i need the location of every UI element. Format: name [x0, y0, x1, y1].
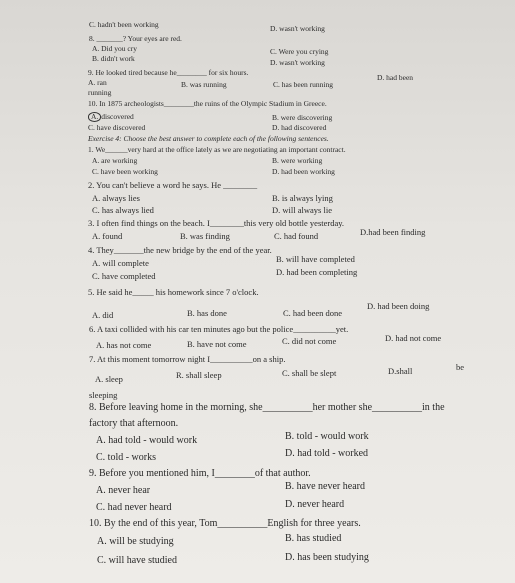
e6-stem: 6. A taxi collided with his car ten minutes ago but the police__________yet.: [89, 324, 349, 334]
q10a-option-c[interactable]: C. have discovered: [88, 123, 146, 132]
e9-option-a[interactable]: A. never hear: [96, 485, 151, 496]
e2-option-a[interactable]: A. always lies: [92, 193, 140, 203]
e10-option-a[interactable]: A. will be studying: [97, 536, 174, 547]
e8-stem: 8. Before leaving home in the morning, she__________her mother she__________in the: [89, 402, 445, 413]
e7-option-a[interactable]: A. sleep: [95, 374, 123, 384]
q8a-option-c[interactable]: C. Were you crying: [270, 47, 329, 56]
e8-option-b[interactable]: B. told - would work: [285, 431, 369, 442]
prev-option-d: D. wasn't working: [270, 24, 325, 33]
e3-option-c[interactable]: C. had found: [274, 231, 319, 241]
q10a-option-b[interactable]: B. were discovering: [272, 113, 333, 122]
e9-stem: 9. Before you mentioned him, I________of that author.: [89, 468, 311, 479]
e1-option-d[interactable]: D. had been working: [272, 167, 335, 176]
e8-stem-cont: factory that afternoon.: [89, 418, 179, 429]
e2-option-b[interactable]: B. is always lying: [272, 193, 333, 203]
q10a-option-d[interactable]: D. had discovered: [272, 123, 327, 132]
e4-option-d[interactable]: D. had been completing: [276, 267, 358, 277]
e6-option-b[interactable]: B. have not come: [187, 339, 247, 349]
e3-option-b[interactable]: B. was finding: [180, 231, 230, 241]
e7-option-d[interactable]: D.shall: [388, 366, 413, 376]
e1-option-b[interactable]: B. were working: [272, 156, 323, 165]
e1-stem: 1. We______very hard at the office lately as we are negotiating an important contract.: [88, 145, 346, 154]
e1-option-a[interactable]: A. are working: [92, 156, 138, 165]
e5-option-a[interactable]: A. did: [92, 310, 114, 320]
e7-option-d-cont: be: [456, 362, 465, 372]
e5-stem: 5. He said he_____ his homework since 7 o'clock.: [88, 287, 259, 297]
q9a-stem: 9. He looked tired because he________ for six hours.: [88, 68, 249, 77]
e9-option-d[interactable]: D. never heard: [285, 499, 345, 510]
e2-option-d[interactable]: D. will always lie: [272, 205, 332, 215]
e7-option-b[interactable]: R. shall sleep: [176, 370, 222, 380]
e6-option-c[interactable]: C. did not come: [282, 336, 337, 346]
e1-option-c[interactable]: C. have been working: [92, 167, 158, 176]
e9-option-c[interactable]: C. had never heard: [96, 502, 172, 513]
e3-option-d[interactable]: D.had been finding: [360, 227, 426, 237]
e10-option-d[interactable]: D. has been studying: [285, 552, 369, 563]
q10a-stem: 10. In 1875 archeologists________the ruins of the Olympic Stadium in Greece.: [88, 99, 327, 108]
e5-option-c[interactable]: C. had been done: [283, 308, 343, 318]
e5-option-b[interactable]: B. has done: [187, 308, 227, 318]
prev-option-c: C. hadn't been working: [89, 20, 159, 29]
q8a-option-a[interactable]: A. Did you cry: [92, 44, 137, 53]
e7-stem: 7. At this moment tomorrow night I__________on a ship.: [89, 354, 286, 364]
q9a-option-d[interactable]: D. had been: [377, 73, 414, 82]
e4-option-c[interactable]: C. have completed: [92, 271, 156, 281]
q9a-option-a[interactable]: A. ran: [88, 78, 107, 87]
q9a-option-c[interactable]: C. has been running: [273, 80, 333, 89]
e8-option-d[interactable]: D. had told - worked: [285, 448, 369, 459]
e8-option-a[interactable]: A. had told - would work: [96, 435, 198, 446]
e3-option-a[interactable]: A. found: [92, 231, 123, 241]
e8-option-c[interactable]: C. told - works: [96, 452, 156, 463]
q10a-option-a[interactable]: A. discovered: [88, 112, 134, 122]
exercise-4-title: Exercise 4: Choose the best answer to complete each of the following sentences.: [88, 134, 329, 143]
e3-stem: 3. I often find things on the beach. I________this very old bottle yesterday.: [88, 218, 345, 228]
e4-option-b[interactable]: B. will have completed: [276, 254, 355, 264]
q9a-option-b[interactable]: B. was running: [181, 80, 227, 89]
e7-option-c[interactable]: C. shall be slept: [282, 368, 337, 378]
e10-option-c[interactable]: C. will have studied: [97, 555, 177, 566]
e6-option-a[interactable]: A. has not come: [96, 340, 152, 350]
selected-answer-circle: A.: [88, 112, 101, 122]
e5-option-d[interactable]: D. had been doing: [367, 301, 430, 311]
q9a-option-a-cont: running: [88, 88, 112, 97]
e4-option-a[interactable]: A. will complete: [92, 258, 149, 268]
e10-stem: 10. By the end of this year, Tom__________English for three years.: [89, 518, 361, 529]
q8a-option-b[interactable]: B. didn't work: [92, 54, 135, 63]
e6-option-d[interactable]: D. had not come: [385, 333, 442, 343]
q8a-option-d[interactable]: D. wasn't working: [270, 58, 325, 67]
q8a-stem: 8. _______? Your eyes are red.: [89, 34, 182, 43]
e7-option-a-cont: sleeping: [89, 390, 118, 400]
e10-option-b[interactable]: B. has studied: [285, 533, 342, 544]
e9-option-b[interactable]: B. have never heard: [285, 481, 365, 492]
e2-stem: 2. You can't believe a word he says. He ________: [88, 180, 258, 190]
e2-option-c[interactable]: C. has always lied: [92, 205, 154, 215]
e4-stem: 4. They_______the new bridge by the end of the year.: [88, 245, 272, 255]
